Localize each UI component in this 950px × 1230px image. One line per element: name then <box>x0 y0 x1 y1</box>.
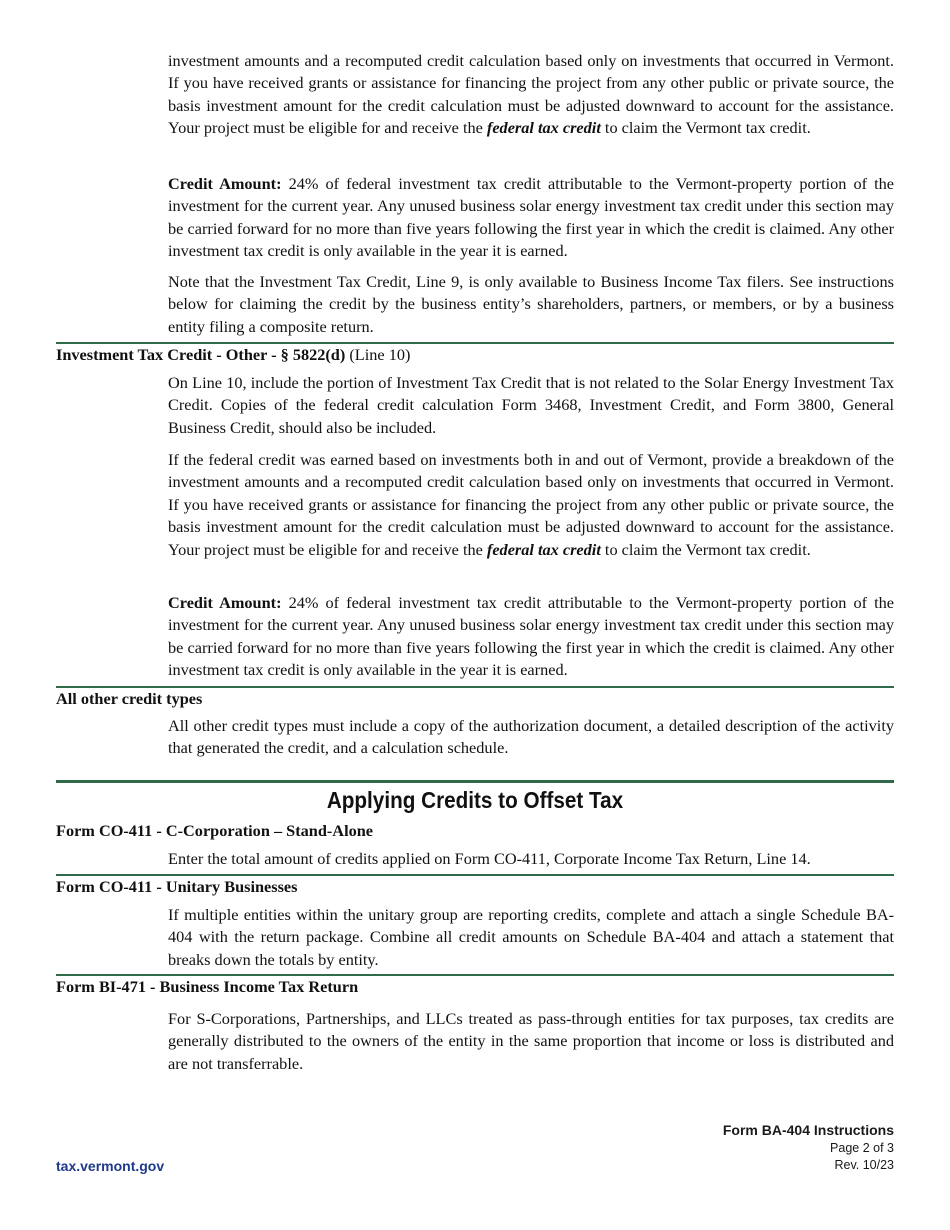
paragraph-bi-471: For S-Corporations, Partnerships, and LLCs treated as pass-through entities for tax purposes, tax credits are generally distributed to the owners of the entity in the same proportion that income or loss is distributed and are not transferrable. <box>168 1009 894 1073</box>
paragraph-co-411-unitary: If multiple entities within the unitary group are reporting credits, complete and attach a single Schedule BA-404 with the return package. Combine all credit amounts on Schedule BA-404 and attach a statement that breaks down the totals by entity. <box>168 905 894 969</box>
paragraph-line-10: On Line 10, include the portion of Investment Tax Credit that is not related to the Solar Energy Investment Tax Credit. Copies of the federal credit calculation Form 3468, Investment Credit, and Form 3800, General Business Credit, should also be included. <box>168 373 894 437</box>
paragraph-note-line-9: Note that the Investment Tax Credit, Line 9, is only available to Business Income Tax filers. See instructions below for claiming the credit by the business entity’s shareholders, partners, or members, or by a business entity filing a composite return. <box>168 272 894 336</box>
footer-revision: Rev. 10/23 <box>834 1158 894 1172</box>
heading-all-other-credit-types: All other credit types <box>56 689 203 708</box>
section-title-rule <box>56 780 894 783</box>
footer-page-number: Page 2 of 3 <box>830 1141 894 1155</box>
paragraph-credit-amount: Credit Amount: 24% of federal investment tax credit attributable to the Vermont-property portion of the investment for the current year. Any unused business solar energy investment tax credit under this section may be carried forward for no more than five years following the first year in which the credit is claimed. Any other investment tax credit is only available in the year it is earned. <box>168 174 894 261</box>
footer-form-title: Form BA-404 Instructions <box>722 1122 894 1138</box>
emphasis-federal-tax-credit: federal tax credit <box>486 539 601 559</box>
label-credit-amount: Credit Amount: <box>168 593 282 612</box>
heading-co-411-unitary: Form CO-411 - Unitary Businesses <box>56 877 298 896</box>
paragraph-co-411-stand-alone: Enter the total amount of credits applied on Form CO-411, Corporate Income Tax Return, Line 14. <box>168 849 811 868</box>
heading-bi-471: Form BI-471 - Business Income Tax Return <box>56 977 359 996</box>
emphasis-federal-tax-credit: federal tax credit <box>486 118 601 138</box>
footer-website-link[interactable]: tax.vermont.gov <box>56 1158 165 1174</box>
paragraph-federal-credit-breakdown: If the federal credit was earned based on investments both in and out of Vermont, provide a breakdown of the investment amounts and a recomputed credit calculation based only on investments that occurred in Vermont. If you have received grants or assistance for financing the project from any other public or private source, the basis investment amount for the credit calculation must be adjusted downward to account for the assistance. Your project must be eligible for and receive the federal tax credit to claim the Vermont tax credit. <box>168 450 894 559</box>
paragraph-all-other-credit-types: All other credit types must include a copy of the authorization document, a detailed description of the activity that generated the credit, and a calculation schedule. <box>168 716 894 758</box>
section-title-applying-credits: Applying Credits to Offset Tax <box>326 787 624 813</box>
heading-investment-tax-credit-other: Investment Tax Credit - Other - § 5822(d) (Line 10) <box>56 345 411 364</box>
paragraph-credit-amount: Credit Amount: 24% of federal investment tax credit attributable to the Vermont-property portion of the investment for the current year. Any unused business solar energy investment tax credit under this section may be carried forward for no more than five years following the first year in which the credit is claimed. Any other investment tax credit is only available in the year it is earned. <box>168 593 894 680</box>
label-credit-amount: Credit Amount: <box>168 174 282 193</box>
paragraph-investment-breakdown: investment amounts and a recomputed credit calculation based only on investments that occurred in Vermont. If you have received grants or assistance for financing the project from any other public or private source, the basis investment amount for the credit calculation must be adjusted downward to account for the assistance. Your project must be eligible for and receive the federal tax credit to claim the Vermont tax credit. <box>168 51 894 138</box>
heading-co-411-stand-alone: Form CO-411 - C-Corporation – Stand-Alone <box>56 821 374 840</box>
